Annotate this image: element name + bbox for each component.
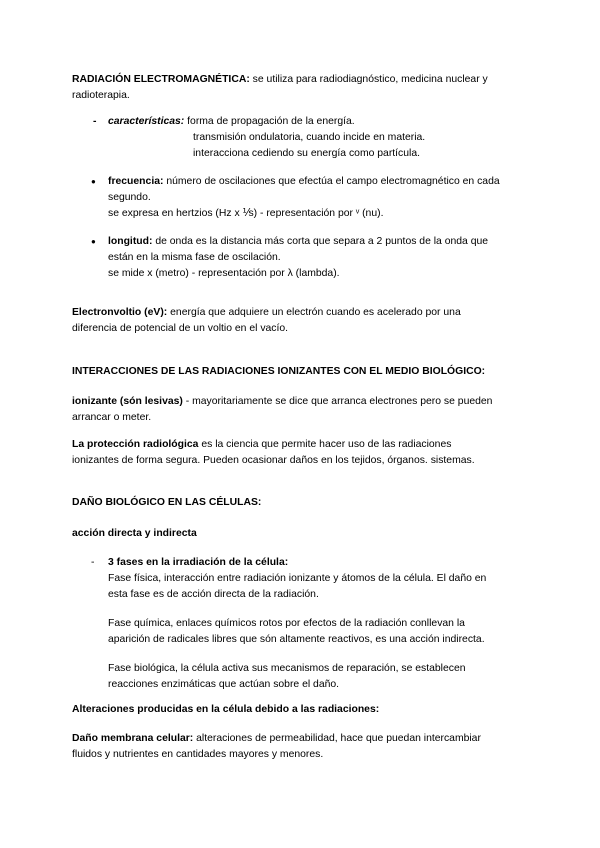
caract-dash-marker: - [93,116,97,127]
freq-label: frecuencia: [108,176,164,187]
freq-bullet-icon: ● [91,177,96,186]
dano-heading [72,495,261,511]
freq-line-2: segundo. [108,192,151,203]
membrana-line-1: alteraciones de permeabilidad, hace que puedan intercambiar [193,733,481,744]
fases-title: 3 fases en la irradiación de la célula: [108,557,289,568]
accion-heading [72,526,197,542]
long-line-1: de onda es la distancia más corta que separa a 2 puntos de la onda que [152,236,489,247]
fases-dash-marker: - [91,557,95,568]
caract-line-3: interacciona cediendo su energía como partícula. [193,148,421,159]
ionizante-line-1: - mayoritariamente se dice que arranca electrones pero se pueden [182,396,493,407]
ev-paragraph [72,305,461,337]
proteccion-line-2: ionizantes de forma segura. Pueden ocasionar daños en los tejidos, órganos. sistemas. [72,455,475,466]
caract-label: características: [108,116,185,127]
long-bullet-icon: ● [91,237,96,246]
fases-block [108,555,486,693]
ev-line-2: diferencia de potencial de un voltio en el vacío. [72,323,289,334]
caract-line-2: transmisión ondulatoria, cuando incide en materia. [193,132,426,143]
ionizante-line-2: arrancar o meter. [72,412,152,423]
long-block [108,234,488,282]
fase-biologica-line-1: Fase biológica, la célula activa sus mecanismos de reparación, se establecen [108,663,466,674]
membrana-paragraph [72,731,481,763]
membrana-label: Daño membrana celular: [72,733,194,744]
fase-quimica-line-1: Fase química, enlaces químicos rotos por efectos de la radiación conllevan la [108,618,465,629]
freq-block [108,174,500,222]
long-line-2: están en la misma fase de oscilación. [108,252,281,263]
fase-fisica-line-2: esta fase es de acción directa de la radiación. [108,589,319,600]
rad-desc-2: radioterapia. [72,90,130,101]
ev-label: Electronvoltio (eV): [72,307,168,318]
rad-title: RADIACIÓN ELECTROMAGNÉTICA: [72,74,250,85]
fase-biologica-line-2: reacciones enzimáticas que actúan sobre el daño. [108,679,340,690]
ionizante-paragraph [72,394,492,426]
proteccion-label: La protección radiológica [72,439,199,450]
long-label: longitud: [108,236,153,247]
membrana-line-2: fluidos y nutrientes en cantidades mayores y menores. [72,749,324,760]
long-line-3: se mide x (metro) - representación por λ (lambda). [108,268,340,279]
rad-paragraph [72,72,488,104]
rad-desc-1: se utiliza para radiodiagnóstico, medicina nuclear y [249,74,488,85]
fase-quimica-line-2: aparición de radicales libres que són altamente reactivos, es una acción indirecta. [108,634,485,645]
alteraciones-heading [72,702,379,718]
interacciones-heading [72,364,485,380]
caract-line-1: forma de propagación de la energía. [184,116,355,127]
interacciones-title: INTERACCIONES DE LAS RADIACIONES IONIZANTES CON EL MEDIO BIOLÓGICO: [72,366,486,377]
accion-title: acción directa y indirecta [72,528,197,539]
ev-line-1: energía que adquiere un electrón cuando es acelerado por una [167,307,461,318]
caract-block [108,114,425,162]
ionizante-label: ionizante (són lesivas) [72,396,183,407]
proteccion-paragraph [72,437,475,469]
freq-line-3: se expresa en hertzios (Hz x ⅟s) - representación por ᵛ (nu). [108,208,384,219]
proteccion-line-1: es la ciencia que permite hacer uso de las radiaciones [198,439,452,450]
freq-line-1: número de oscilaciones que efectúa el campo electromagnético en cada [163,176,500,187]
dano-title: DAÑO BIOLÓGICO EN LAS CÉLULAS: [72,497,262,508]
alteraciones-title: Alteraciones producidas en la célula debido a las radiaciones: [72,704,380,715]
fase-fisica-line-1: Fase física, interacción entre radiación ionizante y átomos de la célula. El daño en [108,573,487,584]
